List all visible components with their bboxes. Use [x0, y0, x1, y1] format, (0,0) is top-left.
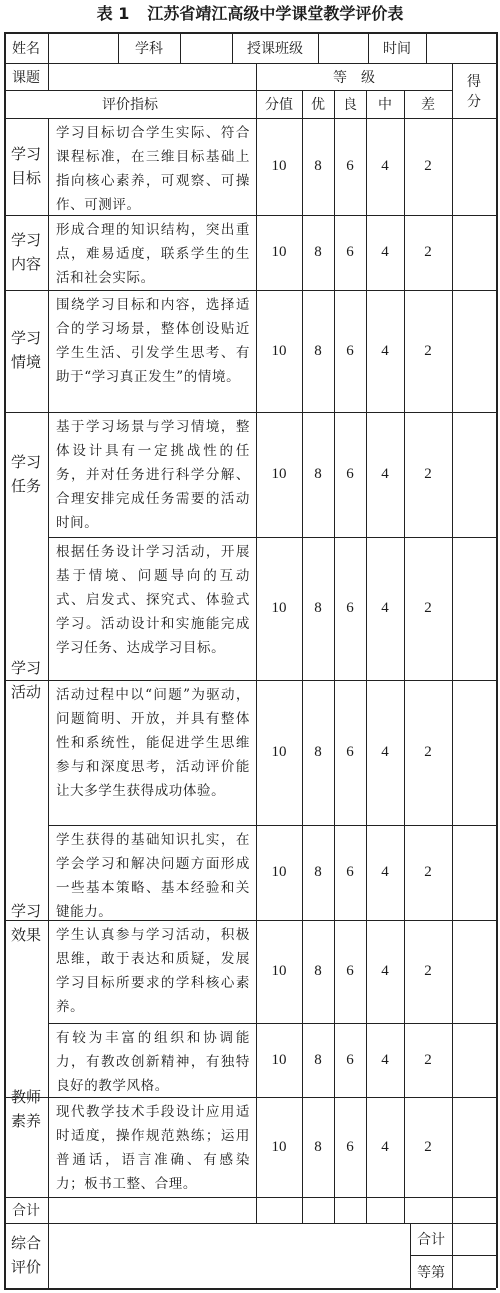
table-rule [452, 1197, 453, 1223]
score-good-4: 6 [346, 466, 354, 482]
score-poor-3: 2 [424, 342, 432, 359]
score-medium-2: 4 [381, 244, 389, 260]
score-points-2: 10 [271, 244, 287, 260]
score-points-4: 10 [271, 466, 287, 482]
score-poor-9: 2 [424, 1051, 432, 1068]
class-label: 授课班级 [247, 40, 303, 57]
criterion-10: 现代教学技术手段设计应用适时适度，操作规范熟练；运用普通话，语言准确、有感染力；板书工整、合理。 [56, 1104, 250, 1192]
score-field-2[interactable] [452, 215, 496, 290]
score-field-1[interactable] [452, 118, 496, 215]
good-header: 良 [343, 97, 357, 113]
table-rule [4, 1288, 496, 1290]
table-rule [496, 32, 498, 1288]
criterion-5: 根据任务设计学习活动，开展基于情境、问题导向的互动式、启发式、探究式、体验式学习。活动设计和实施能完成学习任务、达成学习目标。 [56, 544, 250, 656]
score-medium-1: 4 [381, 158, 389, 174]
table-rule [4, 290, 496, 291]
score-field-3[interactable] [452, 290, 496, 412]
score-excellent-8: 8 [314, 963, 322, 979]
score-poor-10: 2 [424, 1138, 432, 1155]
table-rule [4, 920, 496, 921]
score-field-10[interactable] [452, 1097, 496, 1197]
name-field[interactable] [48, 32, 118, 63]
table-rule [4, 412, 496, 413]
table-rule [4, 32, 496, 34]
score-field-7[interactable] [452, 825, 496, 920]
overall-field[interactable] [48, 1223, 410, 1288]
score-excellent-5: 8 [314, 600, 322, 616]
score-excellent-2: 8 [314, 244, 322, 260]
score-excellent-9: 8 [314, 1051, 322, 1068]
table-number: 表 1 [96, 4, 130, 23]
dimension-2: 学习 内容 [10, 232, 41, 273]
score-good-9: 6 [346, 1051, 354, 1068]
excellent-header: 优 [311, 97, 325, 113]
table-rule [368, 32, 369, 63]
criterion-4: 基于学习场景与学习情境，整体设计具有一定挑战性的任务，并对任务进行科学分解、合理安排完成任务需要的活动时间。 [56, 419, 250, 531]
score-field-9[interactable] [452, 1023, 496, 1097]
score-points-8: 10 [271, 963, 287, 979]
score-medium-9: 4 [381, 1051, 389, 1068]
name-label: 姓名 [12, 40, 40, 57]
table-rule [48, 63, 49, 90]
score-poor-8: 2 [424, 963, 432, 979]
table-rule [118, 32, 119, 63]
criterion-1: 学习目标切合学生实际、符合课程标准，在三维目标基础上指向核心素养，可观察、可操作、可测评。 [56, 125, 250, 213]
score-points-10: 10 [271, 1138, 287, 1155]
score-excellent-10: 8 [314, 1138, 322, 1155]
total-label: 合计 [12, 1203, 40, 1219]
table-rule [256, 1197, 257, 1223]
score-points-7: 10 [271, 864, 287, 880]
time-field[interactable] [426, 32, 496, 63]
score-poor-2: 2 [424, 244, 432, 260]
score-field-5[interactable] [452, 537, 496, 680]
table-rule [4, 90, 452, 91]
grade-header: 等 级 [333, 69, 375, 86]
dimension-3: 学习 情境 [10, 331, 41, 371]
dimension-6: 学习 效果 [10, 904, 41, 944]
score-good-3: 6 [346, 342, 354, 359]
sum-label: 合计 [417, 1232, 445, 1248]
score-excellent-7: 8 [314, 864, 322, 880]
subject-label: 学科 [135, 40, 163, 57]
score-medium-3: 4 [381, 342, 389, 359]
score-poor-5: 2 [424, 600, 432, 616]
table-rule [404, 1197, 405, 1223]
dimension-5: 学习 活动 [10, 661, 41, 701]
score-good-7: 6 [346, 864, 354, 880]
criterion-6: 活动过程中以“问题”为驱动，问题简明、开放，并具有整体性和系统性，能促进学生思维参与和深度思考，活动评价能让大多学生获得成功体验。 [56, 687, 250, 799]
table-title-text: 江苏省靖江高级中学课堂教学评价表 [147, 4, 404, 23]
score-excellent-6: 8 [314, 744, 322, 760]
table-rule [232, 32, 233, 63]
points-header: 分值 [265, 97, 293, 113]
score-points-3: 10 [271, 342, 287, 359]
table-rule [366, 1197, 367, 1223]
score-header: 得 分 [467, 73, 481, 110]
table-rule [48, 118, 49, 1197]
dimension-1: 学习 目标 [10, 146, 41, 187]
overall-label: 综合 评价 [10, 1235, 41, 1276]
table-rule [4, 1223, 496, 1224]
score-good-6: 6 [346, 744, 354, 760]
table-rule [334, 1197, 335, 1223]
score-points-9: 10 [271, 1051, 287, 1068]
table-rule [410, 1255, 496, 1256]
table-rule [4, 118, 496, 119]
table-rule [4, 32, 6, 1288]
table-rule [4, 1197, 496, 1198]
score-good-8: 6 [346, 963, 354, 979]
poor-header: 差 [421, 97, 435, 113]
topic-label: 课题 [12, 69, 40, 86]
table-rule [4, 1097, 496, 1098]
table-title [0, 0, 500, 30]
criterion-3: 围绕学习目标和内容，选择适合的学习场景，整体创设贴近学生生活、引发学生思考、有助于“学习真正发生”的情境。 [56, 297, 250, 385]
table-rule [4, 680, 496, 681]
score-good-2: 6 [346, 244, 354, 260]
score-good-10: 6 [346, 1138, 354, 1155]
score-field-8[interactable] [452, 920, 496, 1023]
score-points-5: 10 [271, 600, 287, 616]
table-rule [4, 215, 496, 216]
table-rule [48, 537, 496, 538]
score-good-5: 6 [346, 600, 354, 616]
score-excellent-1: 8 [314, 158, 322, 174]
medium-header: 中 [378, 97, 392, 113]
criterion-8: 学生认真参与学习活动，积极思维，敢于表达和质疑，发展学习目标所要求的学科核心素养。 [56, 927, 250, 1015]
score-medium-6: 4 [381, 744, 389, 760]
indicator-header: 评价指标 [102, 97, 158, 113]
table-rule [48, 825, 496, 826]
table-rule [256, 118, 257, 1197]
time-label: 时间 [383, 40, 411, 57]
score-medium-7: 4 [381, 864, 389, 880]
score-medium-10: 4 [381, 1138, 389, 1155]
dimension-7: 教师 素养 [10, 1090, 41, 1130]
subject-field[interactable] [180, 32, 232, 63]
score-field-4[interactable] [452, 412, 496, 537]
criterion-2: 形成合理的知识结构，突出重点，难易适度，联系学生的生活和社会实际。 [56, 222, 250, 286]
table-rule [302, 1197, 303, 1223]
score-field-6[interactable] [452, 680, 496, 825]
table-rule [48, 1197, 49, 1288]
score-poor-4: 2 [424, 466, 432, 482]
score-points-1: 10 [271, 158, 287, 174]
total-field[interactable] [48, 1197, 496, 1223]
criterion-7: 学生获得的基础知识扎实，在学会学习和解决问题方面形成一些基本策略、基本经验和关键能力。 [56, 832, 250, 920]
rank-label: 等第 [417, 1264, 445, 1281]
class-field[interactable] [318, 32, 368, 63]
score-medium-5: 4 [381, 600, 389, 616]
score-poor-7: 2 [424, 864, 432, 880]
dimension-4: 学习 任务 [10, 454, 41, 495]
table-rule [48, 1023, 496, 1024]
criterion-9: 有较为丰富的组织和协调能力，有教改创新精神，有独特良好的教学风格。 [56, 1030, 250, 1094]
score-medium-8: 4 [381, 963, 389, 979]
score-points-6: 10 [271, 744, 287, 760]
score-poor-1: 2 [424, 158, 432, 174]
score-good-1: 6 [346, 158, 354, 174]
table-rule [4, 63, 496, 64]
score-excellent-4: 8 [314, 466, 322, 482]
score-poor-6: 2 [424, 744, 432, 760]
score-excellent-3: 8 [314, 342, 322, 359]
score-medium-4: 4 [381, 466, 389, 482]
